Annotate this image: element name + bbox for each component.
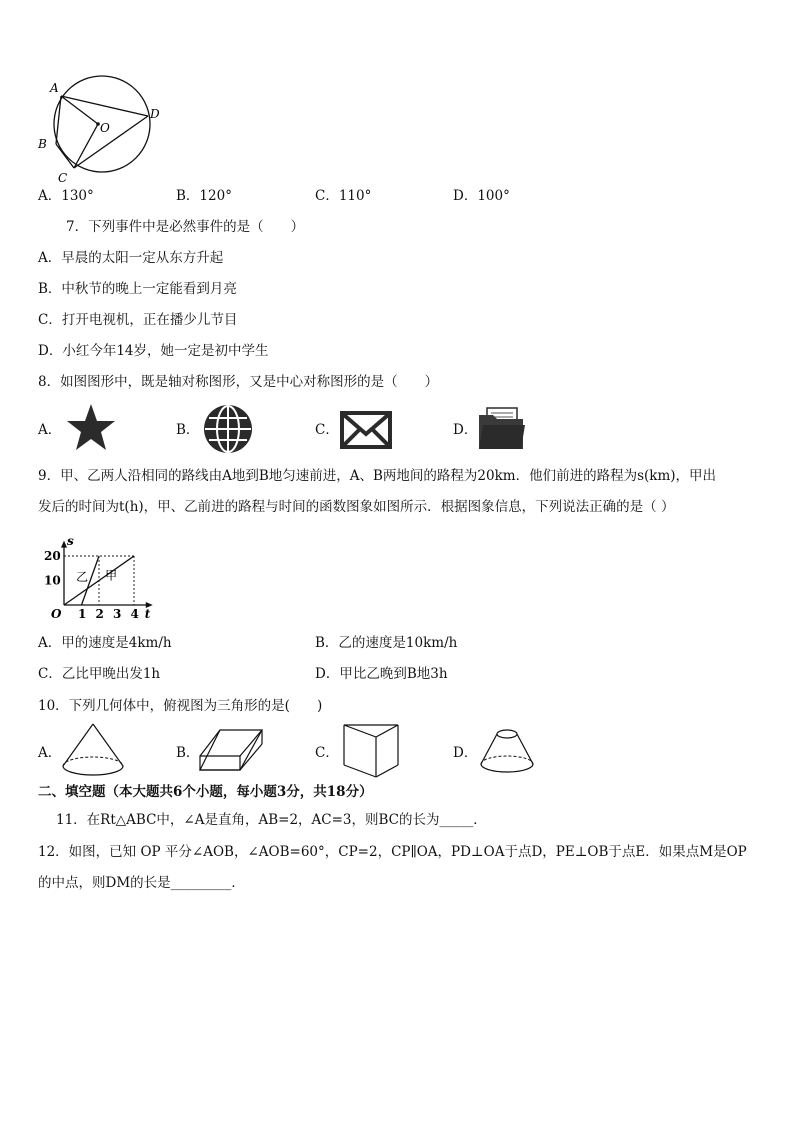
q7-option-c[interactable]: C．打开电视机，正在播少儿节目 [38, 312, 238, 328]
q6-option-c[interactable]: C．110° [315, 188, 372, 204]
q8-option-d[interactable]: D． [453, 422, 478, 438]
x-axis-label: t [144, 607, 151, 621]
q7-stem: 7．下列事件中是必然事件的是（ ） [66, 219, 305, 235]
q7-option-a[interactable]: A．早晨的太阳一定从东方升起 [38, 250, 224, 266]
q9-option-b[interactable]: B．乙的速度是10km/h [315, 635, 458, 651]
q9-option-a[interactable]: A．甲的速度是4km/h [38, 635, 172, 651]
label-c: C [58, 171, 68, 185]
y-tick-label: 10 [44, 573, 61, 588]
q8-stem: 8．如图图形中，既是轴对称图形，又是中心对称图形的是（ ） [38, 374, 439, 390]
globe-icon [201, 403, 255, 455]
x-tick-label: 1 [78, 607, 87, 621]
q6-option-a[interactable]: A．130° [38, 188, 94, 204]
q9-option-d[interactable]: D．甲比乙晚到B地3h [315, 666, 448, 682]
x-tick-label: 4 [130, 607, 139, 621]
q12-stem-line2: 的中点，则DM的长是_________． [38, 875, 245, 891]
label-o: O [100, 121, 110, 135]
q10-option-c[interactable]: C． [315, 745, 339, 761]
q12-stem-line1: 12．如图，已知 OP 平分∠AOB，∠AOB=60°，CP=2，CP∥OA，PD⊥OA于点D，PE⊥OB于点E．如果点M是OP [38, 844, 747, 860]
q10-option-b[interactable]: B． [176, 745, 200, 761]
q10-option-d[interactable]: D． [453, 745, 478, 761]
star-icon [64, 401, 118, 455]
oblique-prism-icon [198, 726, 266, 774]
q10-option-a[interactable]: A． [38, 745, 62, 761]
q7-option-b[interactable]: B．中秋节的晚上一定能看到月亮 [38, 281, 237, 297]
q6-option-d[interactable]: D．100° [453, 188, 510, 204]
q7-option-d[interactable]: D．小红今年14岁，她一定是初中学生 [38, 343, 269, 359]
envelope-icon [339, 410, 393, 450]
q6-option-b[interactable]: B．120° [176, 188, 232, 204]
q8-option-b[interactable]: B． [176, 422, 200, 438]
frustum-icon [478, 728, 536, 776]
x-tick-label: 3 [113, 607, 122, 621]
segment-dc [74, 116, 148, 168]
triangular-prism-icon [340, 721, 400, 779]
segment-bc [56, 144, 74, 168]
circle-quadrilateral-figure [30, 72, 170, 184]
q8-option-c[interactable]: C． [315, 422, 339, 438]
segment-oc [74, 124, 98, 168]
series-label-jia: 甲 [105, 568, 118, 583]
q9-option-c[interactable]: C．乙比甲晚出发1h [38, 666, 161, 682]
q10-stem: 10．下列几何体中，俯视图为三角形的是( ) [38, 698, 323, 714]
distance-time-graph [40, 533, 175, 623]
y-tick-label: 20 [44, 549, 61, 563]
section-title-fill-in: 二、填空题（本大题共6个小题，每小题3分，共18分） [38, 784, 373, 800]
label-b: B [38, 137, 47, 151]
y-axis-label: s [67, 534, 74, 548]
series-label-yi: 乙 [76, 569, 89, 584]
q8-option-a[interactable]: A． [38, 422, 62, 438]
folder-icon [477, 407, 527, 451]
q9-stem-line2: 发后的时间为t(h)，甲、乙前进的路程与时间的函数图象如图所示．根据图象信息，下列说法正确的是（ ） [38, 499, 675, 515]
cone-icon [60, 722, 126, 778]
origin-label: O [51, 607, 62, 621]
label-d: D [150, 107, 160, 121]
q11-stem: 11．在Rt△ABC中，∠A是直角，AB=2，AC=3，则BC的长为_____． [56, 812, 487, 828]
q9-stem-line1: 9．甲、乙两人沿相同的路线由A地到B地匀速前进，A、B两地间的路程为20km．他们前进的路程为s(km)，甲出 [38, 468, 717, 484]
label-a: A [50, 81, 59, 95]
x-tick-label: 2 [95, 607, 104, 621]
